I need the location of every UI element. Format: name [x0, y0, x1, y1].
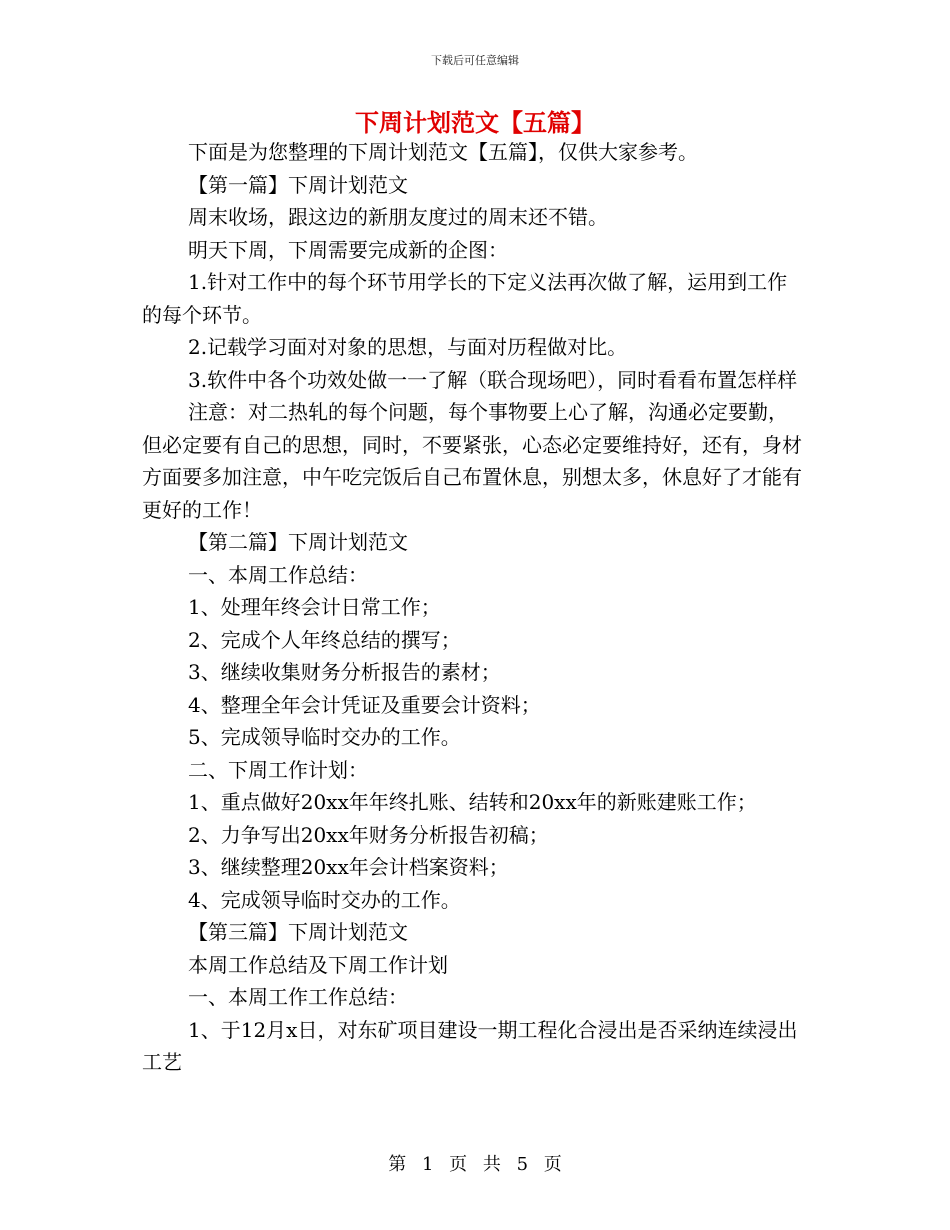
- paragraph: 3、继续收集财务分析报告的素材；: [188, 660, 501, 684]
- paragraph: 1、于12月x日，对东矿项目建设一期工程化合浸出是否采纳连续浸出工艺: [142, 1017, 798, 1074]
- footer-total-pages: 5: [516, 1154, 529, 1175]
- paragraph: 2.记载学习面对对象的思想，与面对历程做对比。: [188, 335, 628, 359]
- paragraph: 本周工作总结及下周工作计划: [188, 952, 448, 977]
- footer-total-label: 共: [482, 1154, 501, 1175]
- paragraph: 下面是为您整理的下周计划范文【五篇】，仅供大家参考。: [188, 140, 698, 164]
- footer-total-unit: 页: [543, 1154, 562, 1175]
- paragraph: 一、本周工作总结：: [188, 562, 368, 587]
- paragraph: 2、力争写出20xx年财务分析报告初稿；: [188, 822, 549, 847]
- footer-page-unit: 页: [449, 1154, 468, 1175]
- paragraph: 3.软件中各个功效处做一一了解（联合现场吧），同时看看布置怎样样: [188, 367, 798, 392]
- page-footer: [0, 1153, 950, 1177]
- paragraph: 5、完成领导临时交办的工作。: [188, 725, 461, 749]
- section-heading-1: 【第一篇】下周计划范文: [188, 172, 408, 197]
- paragraph: 2、完成个人年终总结的撰写；: [188, 627, 461, 652]
- paragraph: 1、重点做好20xx年年终扎账、结转和20xx年的新账建账工作；: [188, 790, 757, 814]
- paragraph: 4、完成领导临时交办的工作。: [188, 887, 461, 912]
- paragraph: 1.针对工作中的每个环节用学长的下定义法再次做了解，运用到工作的每个环节。: [142, 270, 788, 327]
- paragraph: 周末收场，跟这边的新朋友度过的周末还不错。: [188, 205, 608, 229]
- paragraph: 一、本周工作工作总结：: [188, 985, 408, 1009]
- footer-page-number: 1: [421, 1154, 434, 1175]
- header-note: 下载后可任意编辑: [431, 54, 519, 67]
- paragraph: 明天下周，下周需要完成新的企图：: [188, 237, 508, 262]
- paragraph: 注意：对二热轧的每个问题，每个事物要上心了解，沟通必定要勤，但必定要有自己的思想，同时，不要紧张，心态必定要维持好，还有，身材方面要多加注意，中午吃完饭后自己布置休息，别想太多，休息好了才能有更好的工作！: [142, 400, 802, 522]
- document-title: 下周计划范文【五篇】: [355, 108, 595, 137]
- paragraph: 1、处理年终会计日常工作；: [188, 595, 441, 619]
- section-heading-2: 【第二篇】下周计划范文: [188, 530, 408, 554]
- section-heading-3: 【第三篇】下周计划范文: [188, 920, 408, 944]
- paragraph: 3、继续整理20xx年会计档案资料；: [188, 855, 509, 879]
- paragraph: 二、下周工作计划：: [188, 757, 368, 782]
- document-body: [142, 136, 806, 1079]
- footer-page-label: 第: [388, 1154, 407, 1175]
- paragraph: 4、整理全年会计凭证及重要会计资料；: [188, 692, 541, 717]
